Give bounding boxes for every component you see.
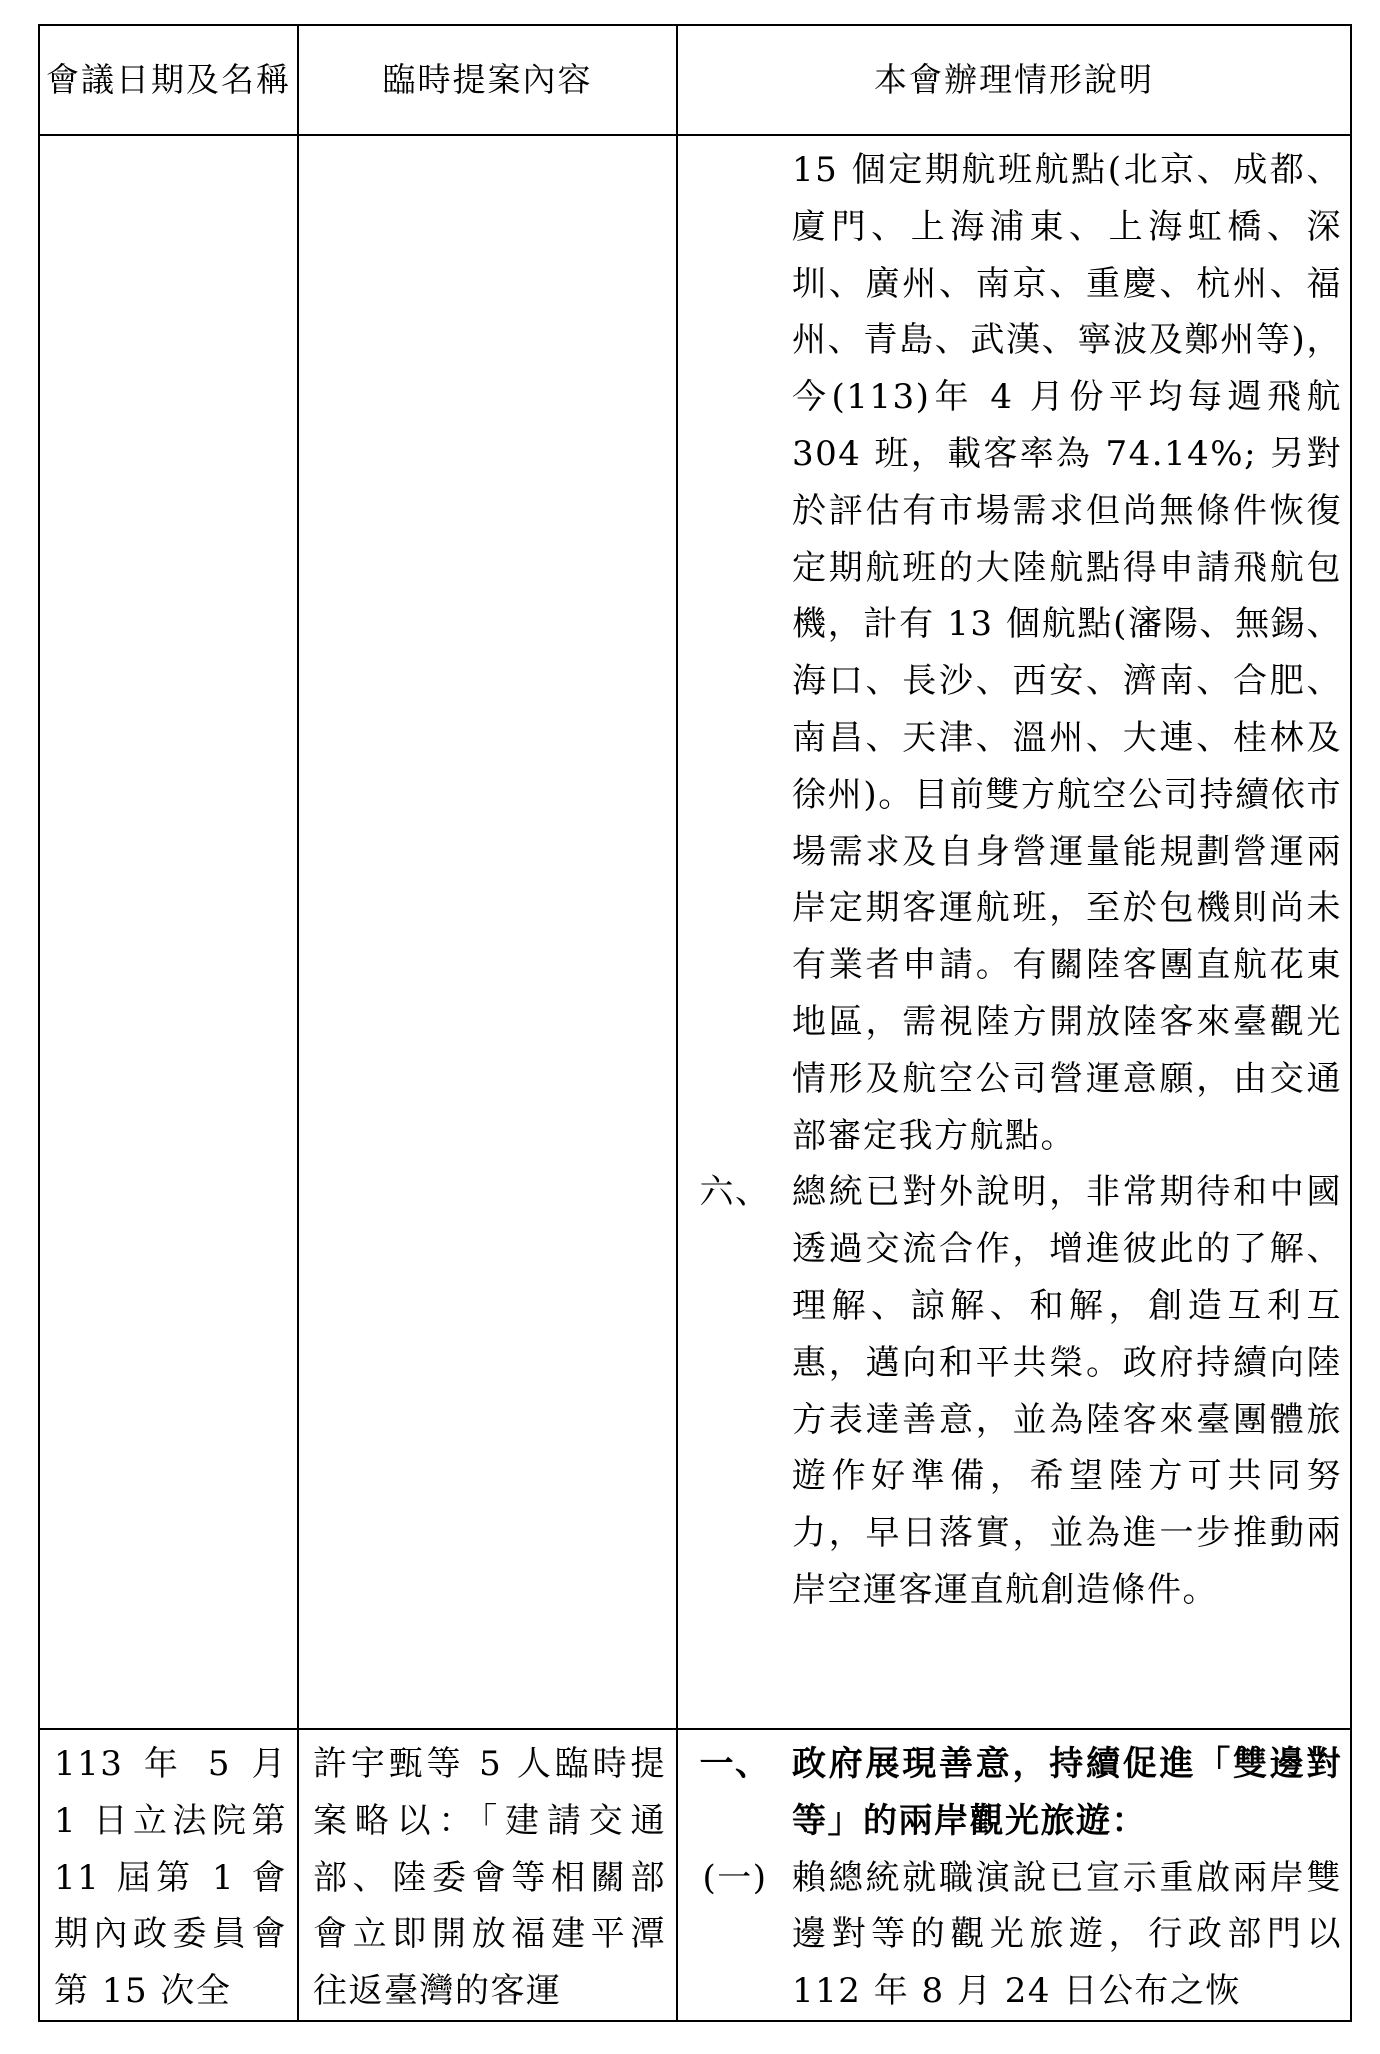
item-1-text: 政府展現善意，持續促進「雙邊對等」的兩岸觀光旅遊：	[792, 1744, 1342, 1841]
item-6	[678, 1164, 1350, 1618]
sub-item-1-number: (一)	[702, 1857, 768, 1898]
item-1	[678, 1736, 1350, 1850]
item-1-number: 一、	[699, 1744, 771, 1784]
document-table	[38, 24, 1352, 2022]
meeting-cell-empty	[39, 135, 298, 1729]
continuation-text: 15 個定期航班航點(北京、成都、廈門、上海浦東、上海虹橋、深圳、廣州、南京、重慶、杭州、福州、青島、武漢、寧波及鄭州等)，今(113)年 4 月份平均每週飛航 304 班，載客率為 74.14%; 另對於評估有市場需求但尚無條件恢復定期航班的大陸航點得申請飛航包機，計有 13 個航點(瀋陽、無錫、海口、長沙、西安、濟南、合肥、南昌、天津、溫州、大連、桂林及徐州)。目前雙方航空公司持續依市場需求及自身營運量能規劃營運兩岸定期客運航班，至於包機則尚未有業者申請。有關陸客團直航花東地區，需視陸方開放陸客來臺觀光情形及航空公司營運意願，由交通部審定我方航點。	[792, 150, 1342, 1156]
proposal-cell: 許宇甄等 5 人臨時提案略以：「建請交通部、陸委會等相關部會立即開放福建平潭往返臺灣的客運	[298, 1729, 677, 2021]
header-handling: 本會辦理情形說明	[677, 25, 1351, 135]
proposal-cell-empty	[298, 135, 677, 1729]
meeting-cell: 113 年 5 月 1 日立法院第 11 屆第 1 會期內政委員會第 15 次全	[39, 1729, 298, 2021]
sub-item-1-text: 賴總統就職演說已宣示重啟兩岸雙邊對等的觀光旅遊，行政部門以 112 年 8 月 24 日公布之恢	[792, 1857, 1342, 2012]
table-row	[39, 1729, 1351, 2021]
item-6-text: 總統已對外說明，非常期待和中國透過交流合作，增進彼此的了解、理解、諒解、和解，創造互利互惠，邁向和平共榮。政府持續向陸方表達善意，並為陸客來臺團體旅遊作好準備，希望陸方可共同努力，早日落實，並為進一步推動兩岸空運客運直航創造條件。	[792, 1172, 1342, 1610]
handling-cell	[677, 1729, 1351, 2021]
sub-item-1	[678, 1850, 1350, 2020]
header-meeting-date: 會議日期及名稱	[39, 25, 298, 135]
table-row	[39, 135, 1351, 1729]
header-proposal: 臨時提案內容	[298, 25, 677, 135]
table-header-row	[39, 25, 1351, 135]
handling-cell	[677, 135, 1351, 1729]
item-6-number: 六、	[699, 1172, 771, 1213]
